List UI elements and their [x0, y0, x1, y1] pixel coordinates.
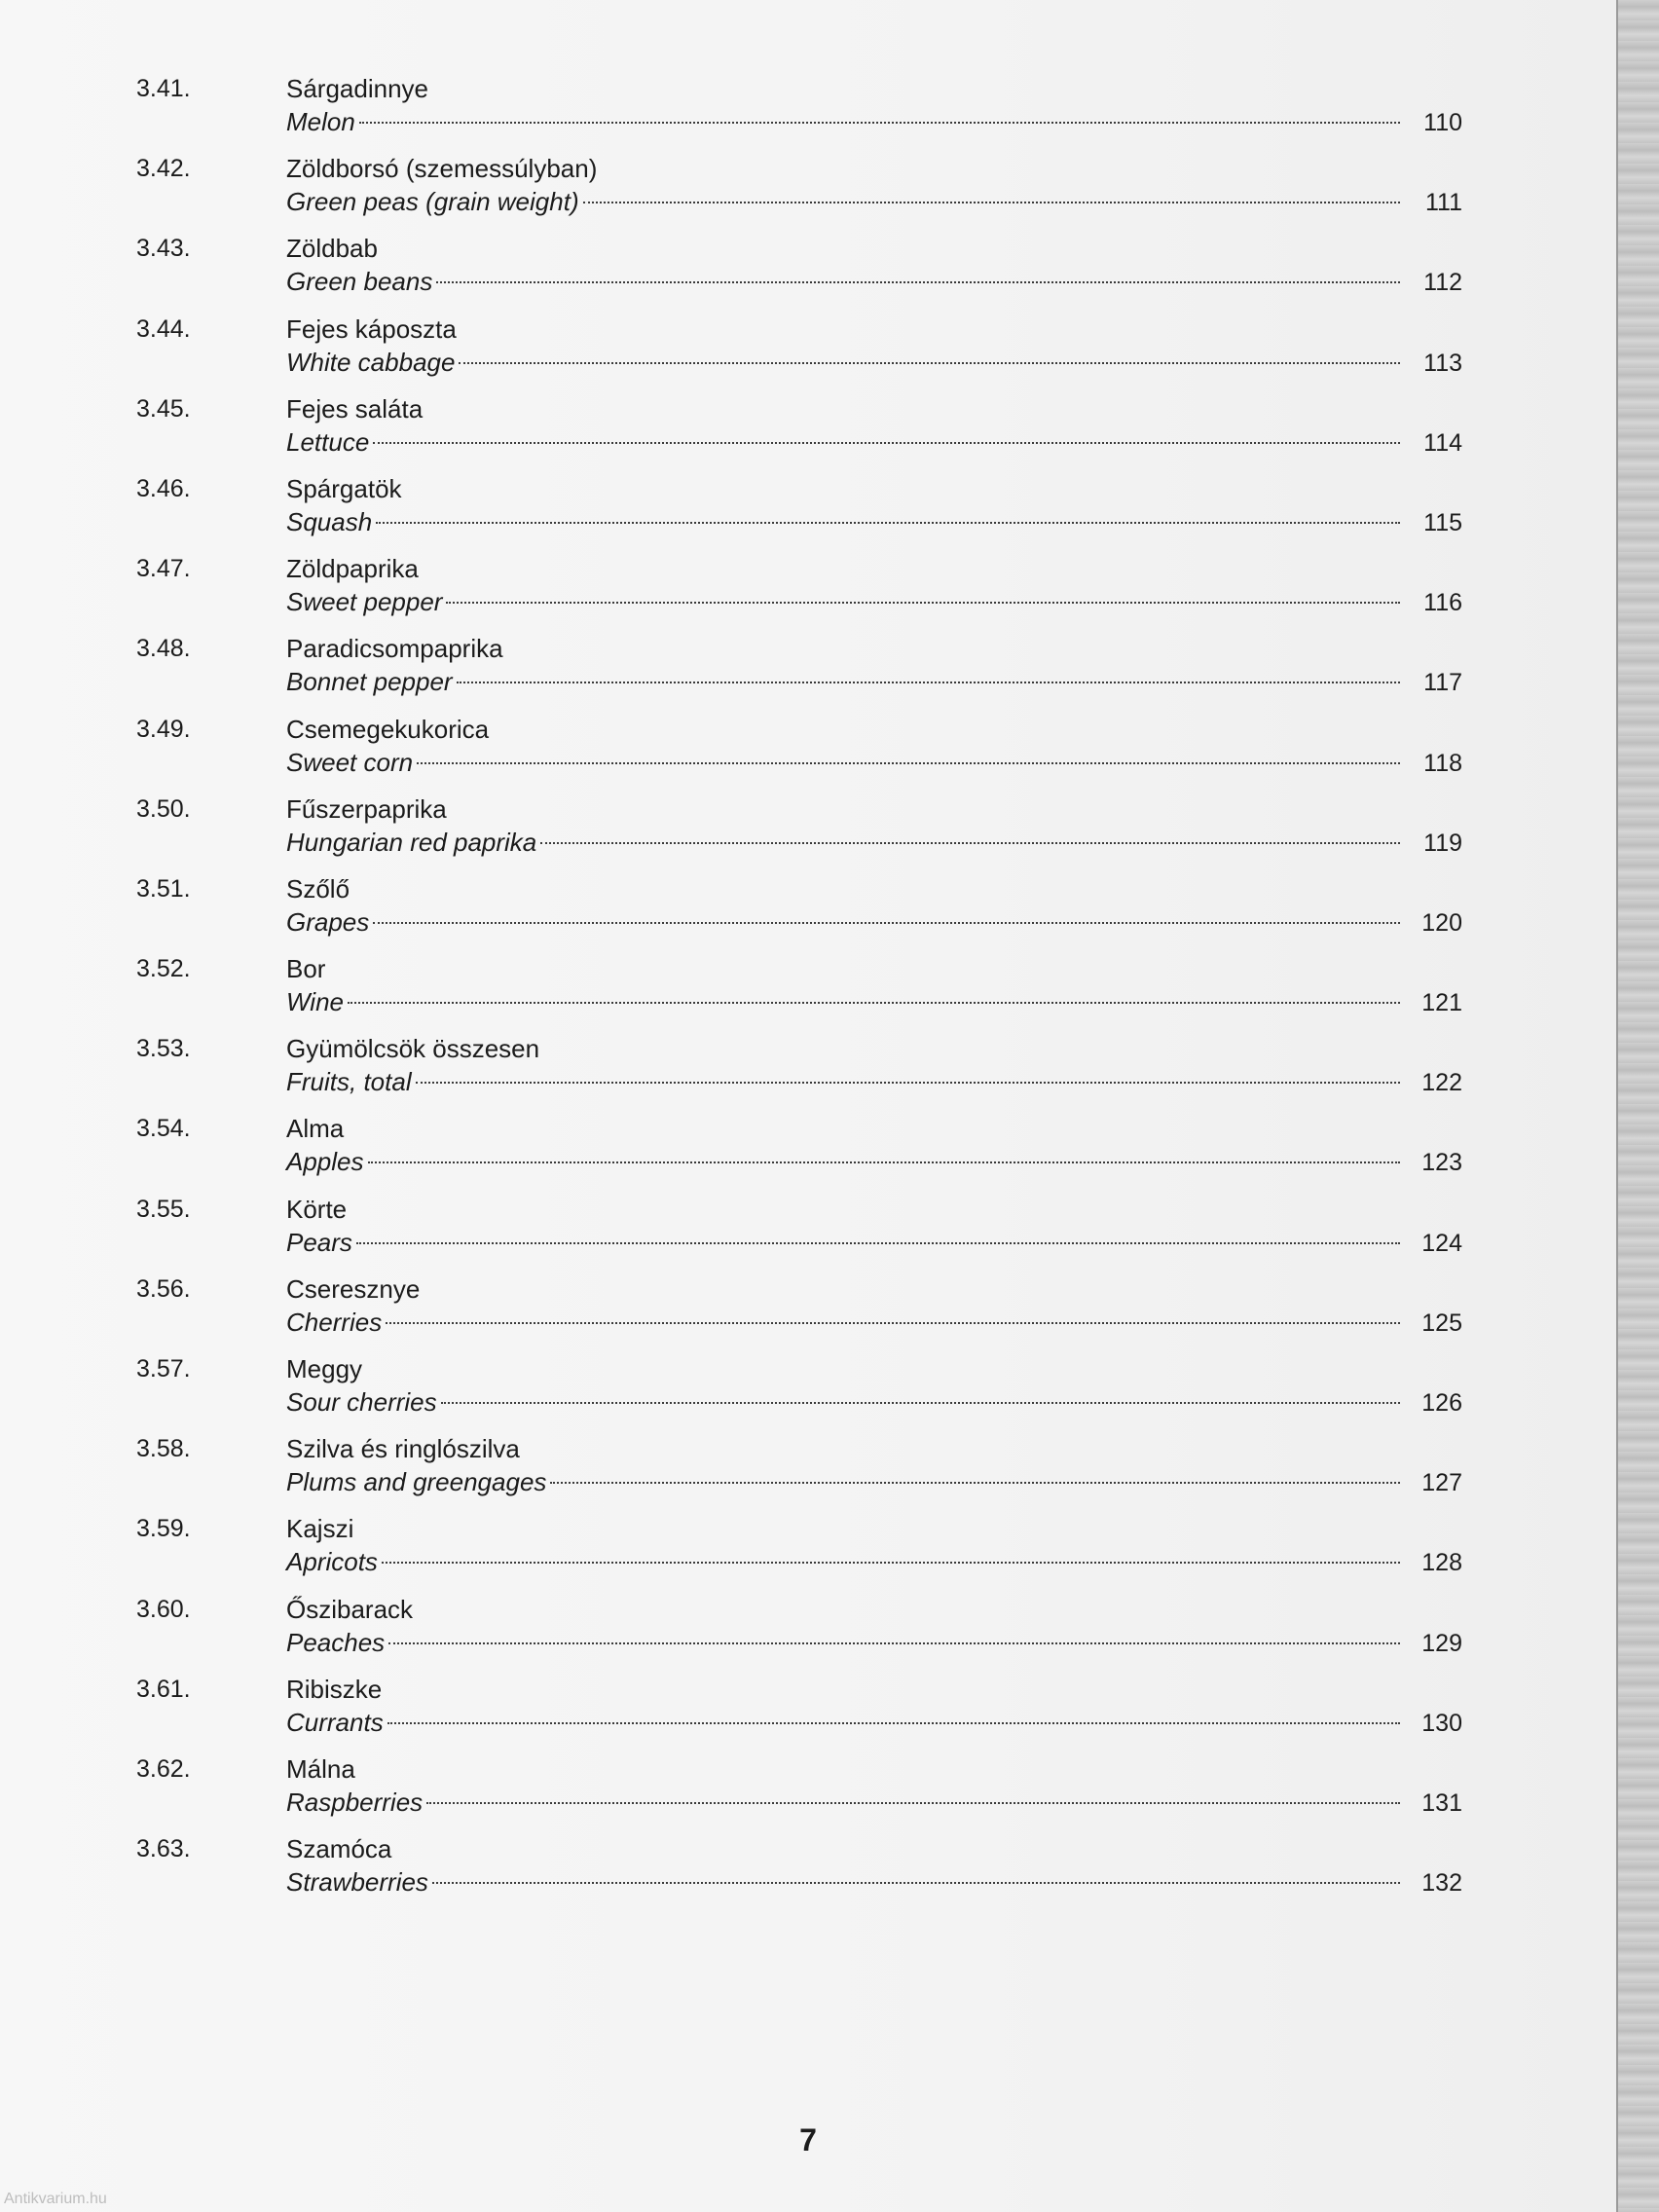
entry-title-english: Wine: [286, 987, 345, 1017]
entry-number: 3.58.: [136, 1435, 191, 1463]
dot-leader: [457, 682, 1400, 683]
entry-number: 3.60.: [136, 1595, 191, 1623]
entry-body: [286, 1593, 1462, 1659]
entry-title-english: Plums and greengages: [286, 1467, 547, 1497]
entry-body: [286, 1272, 1462, 1339]
entry-page-number: 117: [1423, 669, 1462, 697]
toc-entry: [136, 1352, 1462, 1432]
entry-title-hungarian: Zöldpaprika: [286, 554, 419, 584]
toc-entry: [136, 232, 1462, 312]
entry-body: [286, 1512, 1462, 1578]
dot-leader: [459, 362, 1400, 364]
toc-entry: [136, 472, 1462, 552]
entry-body: [286, 313, 1462, 379]
entry-body: [286, 552, 1462, 618]
entry-page-number: 110: [1423, 109, 1462, 136]
entry-title-hungarian: Zöldborsó (szemessúlyban): [286, 154, 598, 184]
dot-leader: [446, 602, 1400, 604]
entry-title-hungarian: Szamóca: [286, 1834, 392, 1864]
entry-title-english: Cherries: [286, 1307, 383, 1337]
entry-page-number: 126: [1421, 1389, 1462, 1417]
dot-leader: [373, 922, 1400, 924]
entry-body: [286, 793, 1462, 859]
entry-number: 3.55.: [136, 1195, 191, 1223]
dot-leader: [348, 1002, 1400, 1004]
entry-number: 3.54.: [136, 1115, 191, 1143]
entry-title-hungarian: Alma: [286, 1114, 345, 1144]
toc-entry: [136, 872, 1462, 952]
dot-leader: [550, 1482, 1400, 1484]
toc-entry: [136, 1032, 1462, 1112]
entry-title-english: Strawberries: [286, 1867, 428, 1898]
entry-number: 3.59.: [136, 1515, 191, 1543]
entry-english-row: [286, 1226, 1462, 1259]
entry-english-row: [286, 826, 1462, 859]
entry-english-row: [286, 1706, 1462, 1739]
entry-english-row: [286, 1545, 1462, 1578]
entry-title-english: Squash: [286, 506, 373, 536]
toc-entry: [136, 1593, 1462, 1673]
entry-title-hungarian: Bor: [286, 954, 326, 984]
entry-english-row: [286, 1385, 1462, 1419]
entry-page-number: 131: [1421, 1788, 1462, 1817]
entry-body: [286, 1032, 1462, 1098]
toc-entry: [136, 1832, 1462, 1912]
entry-title-english: Green peas (grain weight): [286, 187, 579, 217]
toc-entry: [136, 1752, 1462, 1832]
entry-body: [286, 472, 1462, 538]
entry-body: [286, 1832, 1462, 1899]
entry-body: [286, 952, 1462, 1018]
entry-title-hungarian: Őszibarack: [286, 1594, 414, 1624]
dot-leader: [540, 842, 1400, 844]
entry-title-hungarian: Fejes káposzta: [286, 313, 457, 344]
toc-entry: [136, 313, 1462, 392]
toc-entry: [136, 72, 1462, 152]
entry-title-hungarian: Kajszi: [286, 1514, 354, 1544]
dot-leader: [373, 442, 1400, 444]
entry-english-row: [286, 425, 1462, 459]
entry-english-row: [286, 1626, 1462, 1659]
toc-entry: [136, 1193, 1462, 1272]
entry-title-hungarian: Cseresznye: [286, 1273, 421, 1304]
dot-leader: [416, 1082, 1400, 1084]
entry-title-english: Grapes: [286, 906, 370, 937]
toc-entry: [136, 793, 1462, 872]
dot-leader: [388, 1642, 1400, 1644]
entry-body: [286, 1752, 1462, 1819]
entry-title-english: Bonnet pepper: [286, 667, 453, 697]
entry-number: 3.42.: [136, 155, 191, 183]
entry-english-row: [286, 905, 1462, 939]
entry-title-hungarian: Meggy: [286, 1354, 363, 1383]
entry-page-number: 128: [1421, 1549, 1462, 1577]
entry-body: [286, 1112, 1462, 1178]
entry-number: 3.43.: [136, 235, 191, 263]
entry-english-row: [286, 746, 1462, 779]
entry-title-english: Green beans: [286, 267, 433, 297]
entry-body: [286, 872, 1462, 939]
dot-leader: [359, 122, 1400, 124]
entry-title-english: Fruits, total: [286, 1067, 412, 1097]
dot-leader: [356, 1242, 1400, 1244]
entry-number: 3.49.: [136, 715, 191, 743]
dot-leader: [382, 1562, 1400, 1564]
entry-title-english: Pears: [286, 1227, 352, 1257]
table-of-contents: [136, 72, 1462, 1912]
entry-page-number: 124: [1421, 1229, 1462, 1257]
entry-title-english: Lettuce: [286, 426, 370, 457]
entry-body: [286, 1432, 1462, 1498]
dot-leader: [426, 1802, 1400, 1804]
entry-number: 3.45.: [136, 394, 191, 423]
entry-title-english: Apples: [286, 1147, 364, 1177]
toc-entry: [136, 1112, 1462, 1192]
entry-number: 3.44.: [136, 314, 191, 343]
entry-body: [286, 392, 1462, 459]
entry-page-number: 114: [1423, 428, 1462, 457]
entry-number: 3.48.: [136, 635, 191, 663]
toc-entry: [136, 1272, 1462, 1352]
entry-title-english: Raspberries: [286, 1787, 424, 1817]
entry-page-number: 119: [1423, 829, 1462, 857]
entry-title-hungarian: Sárgadinnye: [286, 74, 428, 103]
watermark-text: Antikvarium.hu: [4, 2191, 107, 2207]
entry-body: [286, 1352, 1462, 1419]
entry-title-english: Hungarian red paprika: [286, 827, 537, 857]
entry-body: [286, 152, 1462, 218]
toc-entry: [136, 713, 1462, 793]
toc-entry: [136, 552, 1462, 632]
entry-page-number: 127: [1421, 1469, 1462, 1497]
dot-leader: [417, 762, 1400, 764]
entry-number: 3.62.: [136, 1754, 191, 1783]
entry-title-english: Apricots: [286, 1547, 378, 1577]
entry-english-row: [286, 185, 1462, 218]
dot-leader: [583, 202, 1400, 203]
entry-page-number: 122: [1421, 1069, 1462, 1097]
entry-page-number: 115: [1423, 508, 1462, 536]
entry-page-number: 120: [1421, 908, 1462, 937]
entry-number: 3.63.: [136, 1835, 191, 1863]
entry-title-hungarian: Spárgatök: [286, 473, 402, 503]
entry-number: 3.61.: [136, 1675, 191, 1703]
dot-leader: [432, 1882, 1400, 1884]
dot-leader: [387, 1722, 1400, 1724]
entry-title-english: Peaches: [286, 1627, 386, 1657]
entry-english-row: [286, 665, 1462, 698]
entry-english-row: [286, 265, 1462, 298]
entry-number: 3.53.: [136, 1035, 191, 1063]
entry-english-row: [286, 1465, 1462, 1498]
entry-title-english: Currants: [286, 1707, 384, 1737]
entry-body: [286, 232, 1462, 298]
entry-page-number: 116: [1423, 589, 1462, 617]
entry-title-english: Sweet corn: [286, 747, 414, 777]
entry-number: 3.46.: [136, 474, 191, 502]
entry-english-row: [286, 1145, 1462, 1178]
entry-number: 3.50.: [136, 794, 191, 823]
dot-leader: [376, 522, 1400, 524]
entry-english-row: [286, 585, 1462, 618]
entry-english-row: [286, 1306, 1462, 1339]
entry-page-number: 129: [1421, 1629, 1462, 1657]
entry-body: [286, 713, 1462, 779]
page-number: 7: [799, 2122, 817, 2157]
entry-english-row: [286, 1065, 1462, 1098]
entry-page-number: 123: [1421, 1149, 1462, 1177]
toc-entry: [136, 1673, 1462, 1752]
entry-title-english: Melon: [286, 107, 355, 136]
entry-body: [286, 1673, 1462, 1739]
toc-entry: [136, 1512, 1462, 1592]
entry-title-hungarian: Ribiszke: [286, 1674, 383, 1704]
entry-title-hungarian: Szilva és ringlószilva: [286, 1434, 520, 1464]
entry-title-hungarian: Zöldbab: [286, 234, 378, 264]
entry-english-row: [286, 505, 1462, 538]
entry-title-hungarian: Fűszerpaprika: [286, 793, 447, 824]
entry-title-hungarian: Csemegekukorica: [286, 714, 490, 744]
entry-title-english: Sour cherries: [286, 1387, 437, 1417]
dot-leader: [386, 1322, 1400, 1324]
entry-english-row: [286, 1786, 1462, 1819]
entry-title-hungarian: Málna: [286, 1753, 355, 1784]
entry-english-row: [286, 346, 1462, 379]
entry-page-number: 113: [1423, 349, 1462, 377]
entry-title-hungarian: Fejes saláta: [286, 393, 424, 424]
entry-page-number: 112: [1423, 269, 1462, 297]
entry-body: [286, 1193, 1462, 1259]
entry-number: 3.41.: [136, 75, 191, 102]
toc-entry: [136, 392, 1462, 472]
entry-page-number: 130: [1421, 1709, 1462, 1737]
entry-number: 3.51.: [136, 874, 191, 903]
entry-english-row: [286, 1865, 1462, 1899]
entry-title-english: White cabbage: [286, 347, 456, 377]
dot-leader: [368, 1161, 1401, 1163]
entry-page-number: 125: [1421, 1309, 1462, 1337]
entry-title-hungarian: Paradicsompaprika: [286, 634, 503, 664]
entry-title-hungarian: Gyümölcsök összesen: [286, 1034, 540, 1064]
entry-english-row: [286, 985, 1462, 1018]
entry-title-hungarian: Szőlő: [286, 873, 350, 903]
entry-page-number: 121: [1421, 989, 1462, 1017]
entry-number: 3.57.: [136, 1355, 191, 1382]
entry-title-english: Sweet pepper: [286, 587, 443, 617]
dot-leader: [436, 281, 1400, 283]
entry-body: [286, 72, 1462, 138]
book-binding-edge: [1616, 0, 1659, 2212]
entry-number: 3.56.: [136, 1274, 191, 1303]
toc-entry: [136, 1432, 1462, 1512]
entry-page-number: 132: [1421, 1869, 1462, 1898]
entry-number: 3.47.: [136, 555, 191, 583]
entry-number: 3.52.: [136, 955, 191, 983]
toc-entry: [136, 152, 1462, 232]
toc-entry: [136, 952, 1462, 1032]
entry-english-row: [286, 105, 1462, 138]
entry-body: [286, 632, 1462, 698]
entry-title-hungarian: Körte: [286, 1194, 348, 1224]
dot-leader: [441, 1402, 1400, 1404]
toc-entry: [136, 632, 1462, 712]
entry-page-number: 118: [1423, 749, 1462, 777]
entry-page-number: 111: [1424, 189, 1462, 217]
